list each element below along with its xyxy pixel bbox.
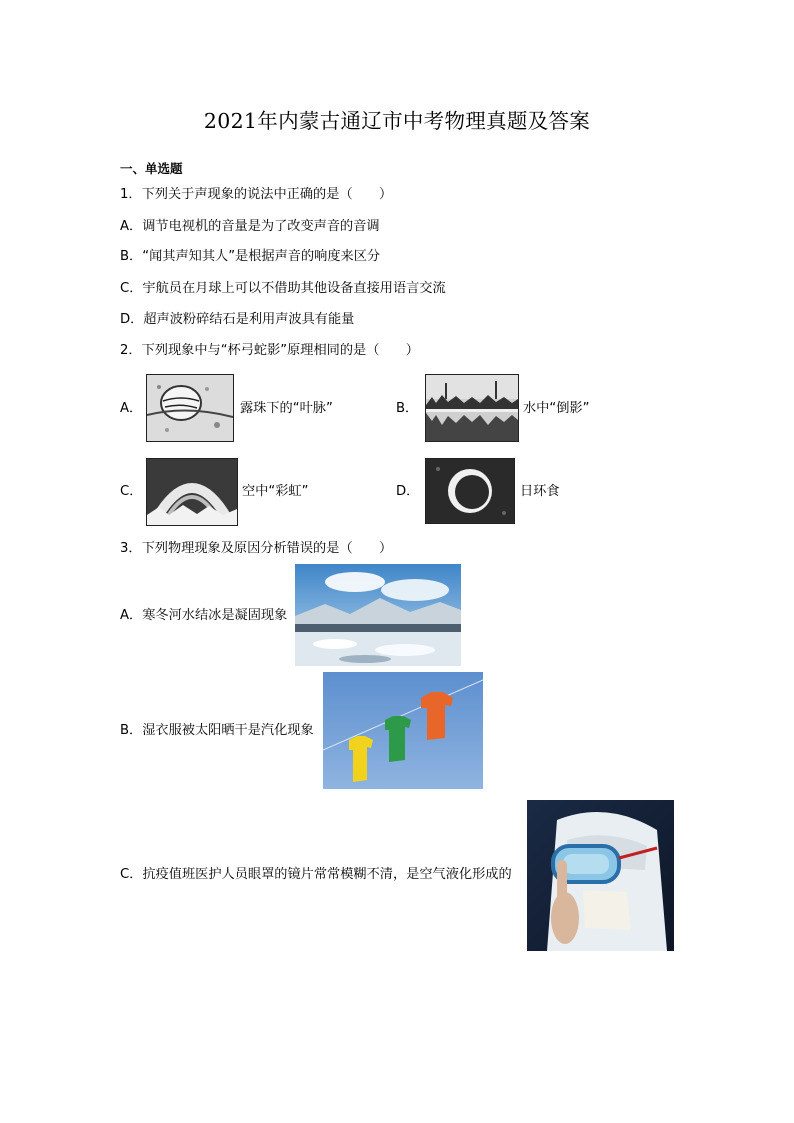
page-title: 2021年内蒙古通辽市中考物理真题及答案: [203, 109, 591, 133]
q2-option-d-text: 日环食: [520, 484, 560, 499]
q3-stem: 3．下列物理现象及原因分析错误的是（ ）: [120, 541, 393, 556]
dewdrop-leaf-image: [146, 374, 234, 442]
q1-option-b: B．“闻其声知其人”是根据声音的响度来区分: [120, 249, 381, 264]
q2-option-a-label: A．: [120, 401, 143, 416]
q3-option-a: A．寒冬河水结冰是凝固现象: [120, 608, 288, 623]
q1-option-d: D．超声波粉碎结石是利用声波具有能量: [120, 312, 355, 327]
section-heading: 一、单选题: [120, 161, 183, 176]
q3-option-c: C．抗疫值班医护人员眼罩的镜片常常模糊不清，是空气液化形成的: [120, 867, 512, 882]
q1-option-c: C．宇航员在月球上可以不借助其他设备直接用语言交流: [120, 281, 446, 296]
q2-stem: 2．下列现象中与“杯弓蛇影”原理相同的是（ ）: [120, 343, 419, 358]
water-reflection-image: [425, 374, 519, 442]
rainbow-image: [146, 458, 238, 526]
q2-option-d-label: D．: [396, 484, 420, 499]
q1-option-a: A．调节电视机的音量是为了改变声音的音调: [120, 219, 380, 234]
q2-option-b-label: B．: [396, 401, 419, 416]
drying-clothes-image: [323, 672, 483, 789]
medical-worker-goggles-image: [527, 800, 674, 951]
q2-option-c-text: 空中“彩虹”: [242, 484, 309, 499]
q2-option-b-text: 水中“倒影”: [523, 401, 590, 416]
q3-option-b: B．湿衣服被太阳晒干是汽化现象: [120, 723, 314, 738]
q2-option-c-label: C．: [120, 484, 143, 499]
q2-option-a-text: 露珠下的“叶脉”: [240, 401, 333, 416]
q1-stem: 1．下列关于声现象的说法中正确的是（ ）: [120, 187, 393, 202]
frozen-river-image: [295, 564, 461, 666]
annular-eclipse-image: [425, 458, 515, 524]
